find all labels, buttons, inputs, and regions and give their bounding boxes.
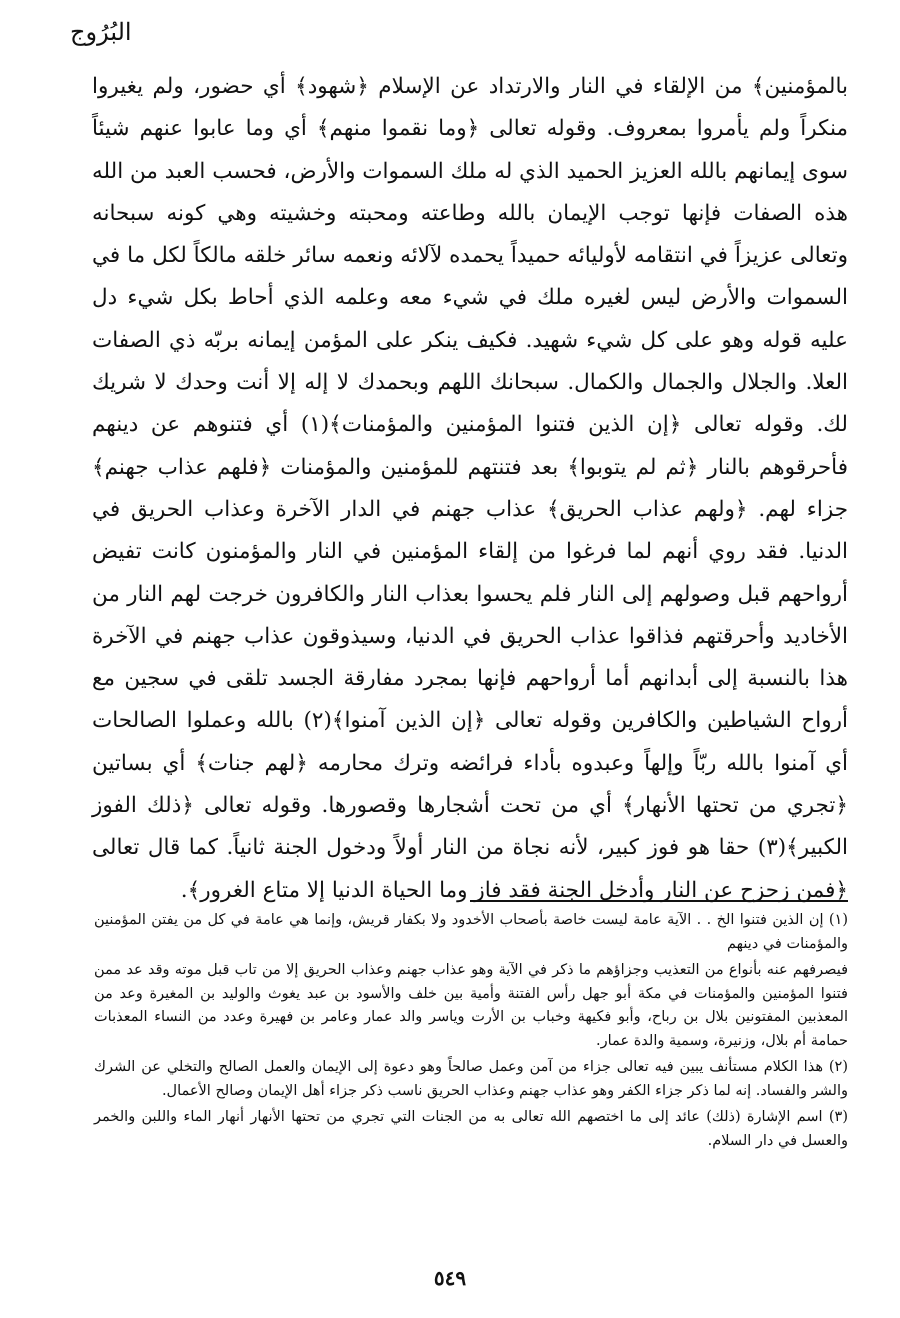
commentary-paragraph: بالمؤمنين﴾ من الإلقاء في النار والارتداد عن الإسلام ﴿شهود﴾ أي حضور، ولم يغيروا منكراً ولم يأمروا بمعروف. وقوله تعالى ﴿وما نقموا منهم﴾ أي وما عابوا عنهم شيئاً سوى إيمانهم بالله العزيز الحميد الذي له ملك السموات والأرض، فحسب العبد من الله هذه الصفات فإنها توجب الإيمان بالله وطاعته ومحبته وخشيته وهي كونه سبحانه وتعالى عزيزاً في انتقامه لأوليائه حميداً يحمده لآلائه ونعمه سائر خلقه مالكاً لكل ما في السموات والأرض ليس لغيره ملك في شيء معه وعلمه الذي أحاط بكل شيء دل عليه قوله وهو على كل شيء شهيد. فكيف ينكر على المؤمن إيمانه بربّه ذي الصفات العلا. والجلال والجمال والكمال. سبحانك اللهم وبحمدك لا إله إلا أنت وحدك لا شريك لك. وقوله تعالى ﴿إن الذين فتنوا المؤمنين والمؤمنات﴾(١) أي فتنوهم عن دينهم فأحرقوهم بالنار ﴿ثم لم يتوبوا﴾ بعد فتنتهم للمؤمنين والمؤمنات ﴿فلهم عذاب جهنم﴾ جزاء لهم. ﴿ولهم عذاب الحريق﴾ عذاب جهنم في الدار الآخرة وعذاب الحريق في الدنيا. فقد روي أنهم لما فرغوا من إلقاء المؤمنين في النار والمؤمنون كانت تفيض أرواحهم قبل وصولهم إلى النار فلم يحسوا بعذاب النار والكافرون خرجت لهم النار من الأخاديد وأحرقتهم فذاقوا عذاب الحريق في الدنيا، وسيذوقون عذاب جهنم في الآخرة هذا بالنسبة إلى أبدانهم أما أرواحهم فإنها بمجرد مفارقة الجسد تلقى في سجين مع أرواح الشياطين والكافرين وقوله تعالى ﴿إن الذين آمنوا﴾(٢) بالله وعملوا الصالحات أي آمنوا بالله ربّاً وإلهاً وعبدوه بأداء فرائضه وترك محارمه ﴿لهم جنات﴾ أي بساتين ﴿تجري من تحتها الأنهار﴾ أي من تحت أشجارها وقصورها. وقوله تعالى ﴿ذلك الفوز الكبير﴾(٣) حقا هو فوز كبير، لأنه نجاة من النار أولاً ودخول الجنة ثانياً. كما قال تعالى ﴿فمن زحزح عن النار وأدخل الجنة فقد فاز وما الحياة الدنيا إلا متاع الغرور﴾. (92, 74, 848, 903)
footnotes (94, 909, 848, 1156)
footnote-1: (١) إن الذين فتنوا الخ . . الآية عامة ليست خاصة بأصحاب الأخدود ولا بكفار قريش، وإنما هي عامة في كل من يفتن المؤمنين والمؤمنات في دينهم (94, 912, 848, 952)
footnote-2: (٢) هذا الكلام مستأنف يبين فيه تعالى جزاء من آمن وعمل صالحاً وهو دعوة إلى الإيمان والعمل الصالح والتخلي عن الشرك والشر والفساد. إنه لما ذكر جزاء الكفر وهو عذاب جهنم وعذاب الحريق ناسب ذكر جزاء أهل الإيمان وصالح الأعمال. (94, 1059, 848, 1099)
footnote-3: (٣) اسم الإشارة (ذلك) عائد إلى ما اختصهم الله تعالى به من الجنات التي تجري من تحتها الأنهار أنهار الماء واللبن والخمر والعسل في دار السلام. (94, 1109, 848, 1149)
page-number: ٥٤٩ (433, 1266, 467, 1290)
footnote-1-continued: فيصرفهم عنه بأنواع من التعذيب وجزاؤهم ما ذكر في الآية وهو عذاب جهنم وعذاب الحريق إلا من تاب قبل موته وقد عد ممن فتنوا المؤمنين والمؤمنات في مكة أبو جهل رأس الفتنة وأمية بين خلف والأسود بن عبد يغوث والوليد بن المغيرة وعد من المعذبين المفتونين بلال بن رباح، وأبو فكيهة وخباب بن الأرت وياسر والد عمار وعامر بن فهيرة وعدد من النساء المعذبات حمامة أم بلال، وزنيرة، وسمية والدة عمار. (94, 962, 848, 1049)
commentary-text (92, 66, 848, 912)
running-head-title: البُرُوج (70, 18, 132, 46)
footnote-divider (470, 900, 848, 902)
